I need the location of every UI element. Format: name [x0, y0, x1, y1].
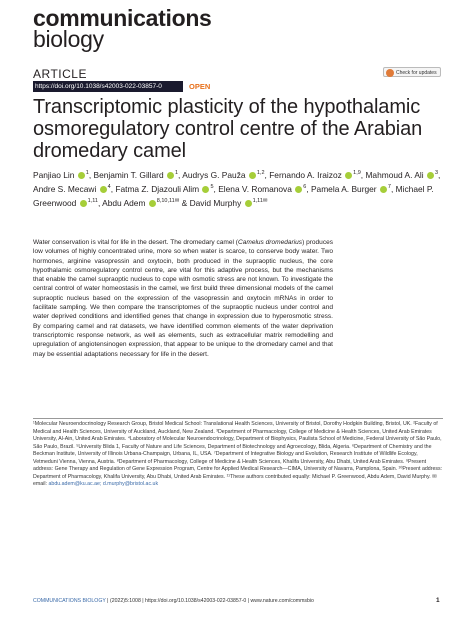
abstract-species-name: Camelus dromedarius	[238, 239, 303, 246]
author-name: Benjamin T. Gillard	[93, 169, 164, 180]
author-name: Audrys G. Pauža	[182, 169, 246, 180]
check-for-updates-button[interactable]	[383, 67, 441, 77]
author	[269, 170, 361, 180]
author-affiliation-sup: 1,9	[353, 170, 361, 176]
author	[365, 170, 438, 180]
orcid-icon[interactable]	[78, 172, 85, 179]
orcid-icon[interactable]	[249, 172, 256, 179]
author	[311, 184, 391, 194]
author-affiliation-sup: 4	[107, 184, 111, 191]
check-updates-label: Check for updates	[396, 70, 437, 76]
journal-name-line1: communications	[33, 5, 212, 31]
author-affiliation-sup: 7	[387, 184, 391, 191]
orcid-icon[interactable]	[149, 200, 156, 207]
doi-link[interactable]: https://doi.org/10.1038/s42003-022-03857-0	[35, 83, 162, 90]
orcid-icon[interactable]	[100, 186, 107, 193]
author-name: Michael P. Greenwood	[33, 184, 434, 209]
author	[102, 198, 179, 208]
journal-logo	[33, 5, 212, 52]
section-label: ARTICLE	[33, 67, 87, 81]
open-access-badge: OPEN	[189, 82, 211, 91]
orcid-icon[interactable]	[202, 186, 209, 193]
author	[33, 170, 89, 180]
author-name: David Murphy	[189, 198, 242, 209]
abstract-text-1: Water conservation is vital for life in the desert. The dromedary camel (	[33, 239, 238, 246]
author-affiliation-sup: 1	[85, 170, 89, 176]
email-links[interactable]: abdu.adem@ku.ac.ae; d.murphy@bristol.ac.uk	[48, 481, 159, 487]
crossmark-icon	[386, 69, 394, 77]
author	[190, 198, 268, 208]
affiliations-divider	[33, 418, 443, 419]
author	[218, 184, 306, 194]
email-label: ✉email:	[33, 473, 437, 487]
author-name: Elena V. Romanova	[218, 184, 292, 194]
author-name: Abdu Adem	[102, 198, 146, 209]
author-affiliation-sup: 1,11✉	[252, 198, 268, 205]
author-affiliation-sup: 6	[303, 184, 307, 191]
author	[182, 170, 264, 180]
abstract	[33, 238, 333, 359]
author-affiliation-sup: 5	[210, 184, 214, 191]
author-name: Fernando A. Iraizoz	[269, 169, 342, 180]
page-number: 1	[436, 597, 440, 604]
author-name: Mahmoud A. Ali	[365, 169, 424, 180]
author-name: Andre S. Mecawi	[33, 184, 97, 194]
author-affiliation-sup: 1	[174, 170, 179, 176]
author-name: Fatma Z. Djazouli Alim	[115, 184, 200, 194]
author	[94, 170, 179, 180]
orcid-icon[interactable]	[245, 200, 252, 207]
page-footer	[33, 597, 443, 605]
author-affiliation-sup: 1,11	[87, 198, 98, 205]
author-affiliation-sup: 3	[434, 170, 439, 176]
journal-name-line2: biology	[33, 26, 104, 52]
author-affiliation-sup: 1,2	[256, 170, 265, 176]
author-affiliation-sup: 8,10,11✉	[156, 198, 180, 205]
article-title: Transcriptomic plasticity of the hypothalamic osmoregulatory control centre of the Arabian dromedary camel	[33, 96, 423, 162]
orcid-icon[interactable]	[80, 200, 87, 207]
affiliations	[33, 421, 443, 489]
author	[115, 184, 213, 194]
abstract-text-2: ) produces low volumes of highly concentrated urine, more so when water is scarce, to conserve body water. Two hormones, arginine vasopressin and oxytocin, both produced in the supraoptic nucleus, the core hypothalamic osmoregulatory control centre, are vital for this adaptive process, but the mechanisms that enable the camel supraoptic nucleus to cope with osmotic stress are not known. To investigate the central control of water homeostasis in the camel, we first build three dimensional models of the camel supraoptic nucleus based on the expression of the vasopressin and oxytocin mRNAs in order to facilitate sampling. We then compare the transcriptomes of the supraoptic nucleus under control and water deprived conditions and identified genes that change in expression due to hyperosmotic stress. By comparing camel and rat datasets, we have identified common elements of the water deprivation transcriptomic response network, as well as elements, such as extracellular matrix remodelling and upregulation of angiotensinogen expression, that appear to be unique to the dromedary camel and that may be essential adaptations necessary for life in the desert.	[33, 239, 334, 358]
affiliations-text: ¹Molecular Neuroendocrinology Research Group, Bristol Medical School: Translational Health Sciences, University of Bristol, Dorothy Hodgkin Building, Bristol, UK. ²Faculty of Medical and Health Sciences, University of Auckland, Auckland, New Zealand. ³Department of Pharmacology, College of Medicine & Health Sciences, United Arab Emirates University, Al-Ain, United Arab Emirates. ⁴Laboratory of Molecular Neuroendocrinology, Department of Biophysics, Paulista School of Medicine, Federal University of São Paulo, São Paulo, Brazil. ⁵University Blida 1, Faculty of Nature and Life Sciences, Department of Biotechnology and Agroecology, Blida, Algeria. ⁶Department of Chemistry and the Beckman Institute, University of Illinois Urbana-Champaign, Urbana, IL, USA. ⁷Department of Integrative Biology and Evolution, Research Institute of Wildlife Ecology, Vetmeduni Vienna, Vienna, Austria. ⁸Department of Pharmacology, College of Medicine & Health Sciences, Khalifa University, Abu Dhabi, United Arab Emirates. ⁹Present address: Gene Therapy and Regulation of Gene Expression Program, Centre for Applied Medical Research—CIMA, University of Navarra, Pamplona, Spain. ¹⁰Present address: Department of Pharmacology, Khalifa University, Abu Dhabi, United Arab Emirates. ¹¹These authors contributed equally: Michael P. Greenwood, Abdu Adem, David Murphy.	[33, 421, 443, 480]
footer-citation: | (2022)5:1008 | https://doi.org/10.1038/s42003-022-03857-0 | www.nature.com/commsbio	[105, 598, 314, 604]
footer-journal: COMMUNICATIONS BIOLOGY	[33, 598, 106, 604]
author-list: Panjiao Lin $^1$, Benjamin T. Gillard $^1$, Audrys G. Pauža $^{1,2}$, Fernando A. Iraizoz $^{1,9}$, Mahmoud A. Ali $^3$, Andre S. Mecawi $^4$, Fatma Z. Djazouli Alim $^5$, Elena V. Romanova $^6$, Pamela A. Burger $^7$, Michael P. Greenwood $^{1,11}$, Abdu Adem $^{8,10,11✉}$ & David Murphy $^{1,11✉}$	[33, 169, 441, 209]
orcid-icon[interactable]	[427, 172, 434, 179]
orcid-icon[interactable]	[295, 186, 302, 193]
orcid-icon[interactable]	[167, 172, 174, 179]
author-name: Panjiao Lin	[33, 169, 75, 180]
orcid-icon[interactable]	[345, 172, 352, 179]
author-name: Pamela A. Burger	[310, 184, 377, 194]
orcid-icon[interactable]	[380, 186, 387, 193]
author	[33, 184, 111, 194]
